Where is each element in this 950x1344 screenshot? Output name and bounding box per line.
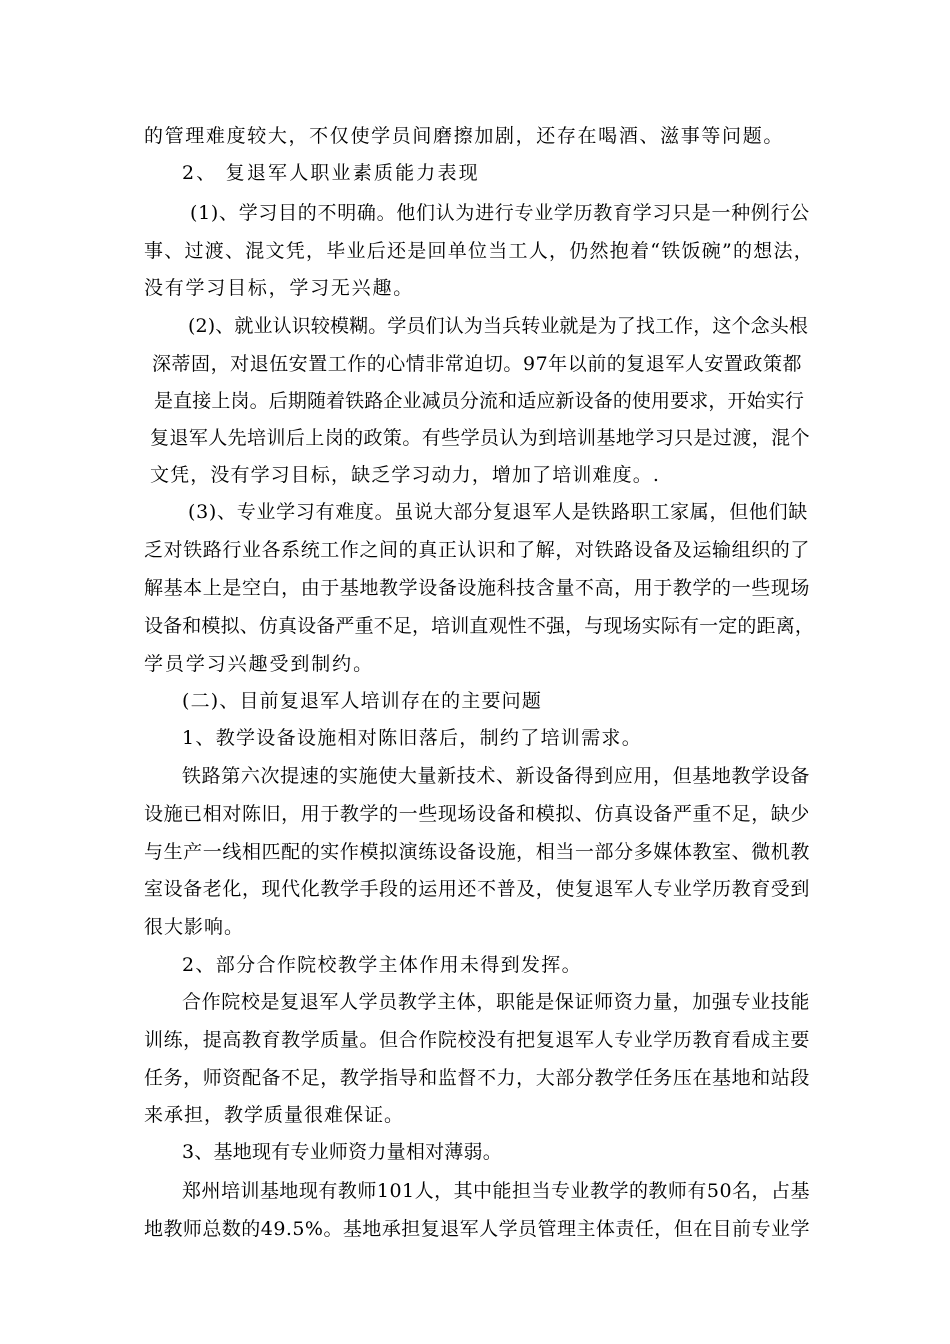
section-heading: 2、 复退军人职业素质能力表现 — [182, 162, 480, 184]
text-line: 合作院校是复退军人学员教学主体，职能是保证师资力量，加强专业技能 — [182, 991, 810, 1013]
subsection-heading: 2、部分合作院校教学主体作用未得到发挥。 — [182, 954, 582, 976]
text-line: 任务，师资配备不足，教学指导和监督不力，大部分教学任务压在基地和站段 — [144, 1067, 810, 1089]
text-line: (2)、就业认识较模糊。学员们认为当兵转业就是为了找工作，这个念头根 — [188, 315, 808, 337]
text-line: 设施已相对陈旧，用于教学的一些现场设备和模拟、仿真设备严重不足，缺少 — [144, 803, 810, 825]
text-line: 郑州培训基地现有教师101人，其中能担当专业教学的教师有50名，占基 — [182, 1180, 810, 1202]
text-line: 没有学习目标，学习无兴趣。 — [144, 277, 414, 299]
text-line: 地教师总数的49.5%。基地承担复退军人学员管理主体责任，但在目前专业学 — [144, 1218, 810, 1240]
text-line: 很大影响。 — [144, 916, 244, 938]
text-line: 复退军人先培训后上岗的政策。有些学员认为到培训基地学习只是过渡，混个 — [150, 427, 810, 449]
text-line: (1)、学习目的不明确。他们认为进行专业学历教育学习只是一种例行公 — [190, 202, 810, 224]
text-line: (3)、专业学习有难度。虽说大部分复退军人是铁路职工家属，但他们缺 — [188, 501, 808, 523]
text-line: 文凭，没有学习目标，缺乏学习动力，增加了培训难度。. — [150, 464, 660, 486]
text-line: 事、过渡、混文凭，毕业后还是回单位当工人，仍然抱着“铁饭碗”的想法， — [144, 240, 814, 262]
text-line: 铁路第六次提速的实施使大量新技术、新设备得到应用，但基地教学设备 — [182, 765, 810, 787]
text-line: 来承担，教学质量很难保证。 — [144, 1104, 404, 1126]
text-line: 的管理难度较大，不仅使学员间磨擦加剧，还存在喝酒、滋事等问题。 — [144, 125, 784, 147]
text-line: 与生产一线相匹配的实作模拟演练设备设施，相当一部分多媒体教室、微机教 — [144, 841, 810, 863]
text-line: 解基本上是空白，由于基地教学设备设施科技含量不高，用于教学的一些现场 — [144, 577, 810, 599]
text-line: 深蒂固，对退伍安置工作的心情非常迫切。97年以前的复退军人安置政策都 — [152, 353, 802, 375]
text-line: 学员学习兴趣受到制约。 — [144, 653, 374, 675]
subsection-heading: 1、教学设备设施相对陈旧落后，制约了培训需求。 — [182, 727, 642, 749]
section-heading: (二)、目前复退军人培训存在的主要问题 — [182, 690, 542, 712]
text-line: 是直接上岗。后期随着铁路企业减员分流和适应新设备的使用要求，开始实行 — [154, 390, 804, 412]
subsection-heading: 3、基地现有专业师资力量相对薄弱。 — [182, 1141, 502, 1163]
text-line: 乏对铁路行业各系统工作之间的真正认识和了解，对铁路设备及运输组织的了 — [144, 539, 810, 561]
text-line: 设备和模拟、仿真设备严重不足，培训直观性不强，与现场实际有一定的距离， — [144, 615, 814, 637]
text-line: 训练，提高教育教学质量。但合作院校没有把复退军人专业学历教育看成主要 — [144, 1029, 810, 1051]
text-line: 室设备老化，现代化教学手段的运用还不普及，使复退军人专业学历教育受到 — [144, 878, 810, 900]
